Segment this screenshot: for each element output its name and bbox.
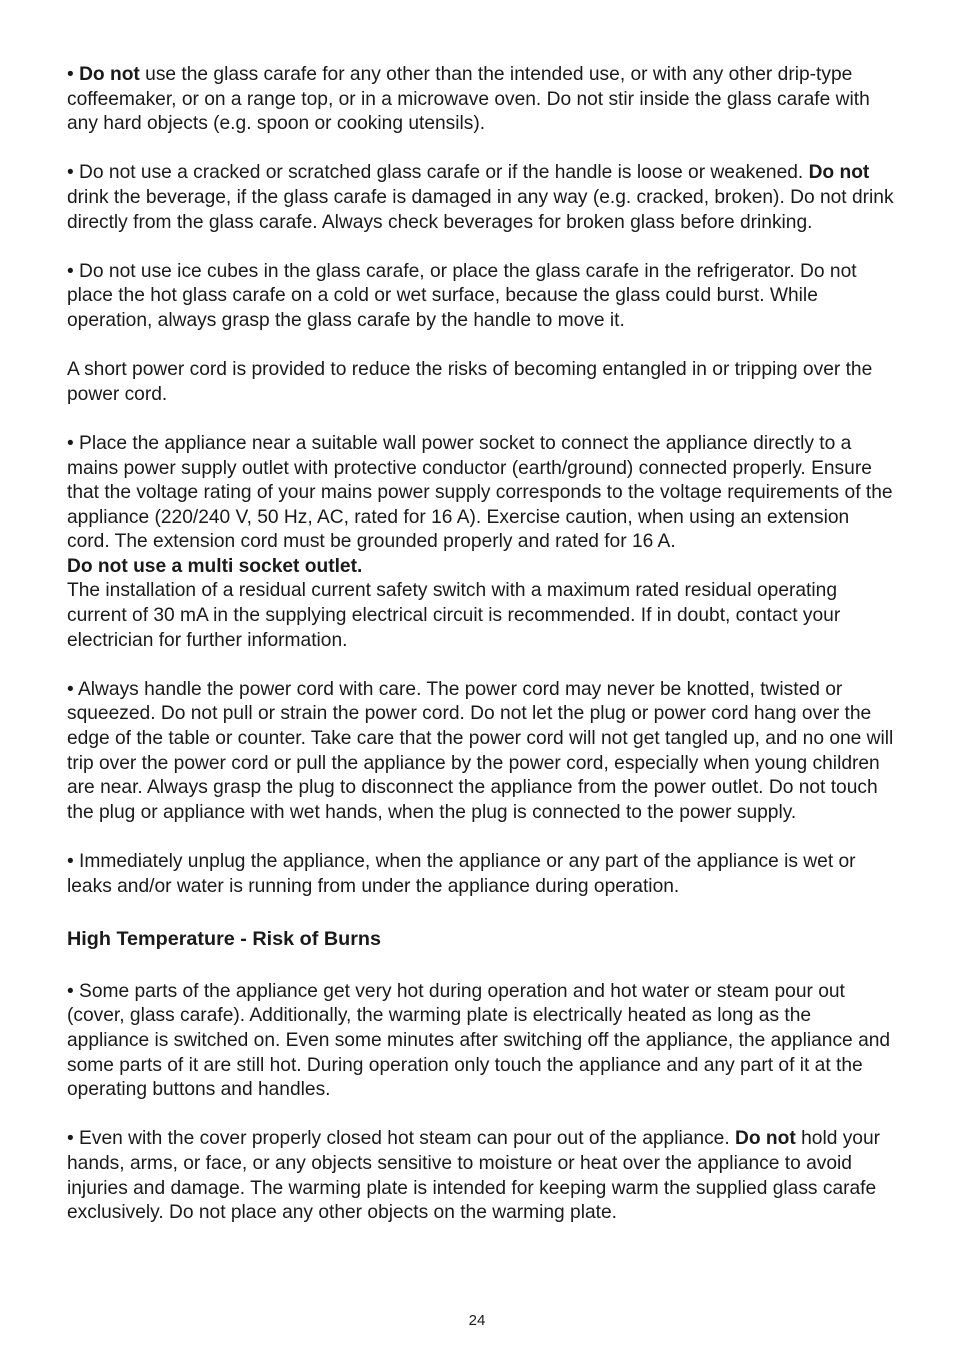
emphasis-do-not: Do not xyxy=(79,64,140,85)
paragraph-text: The installation of a residual current safety switch with a maximum rated residual operating current of 30 mA in the supplying electrical circuit is recommended. If in doubt, contact your electrician for further information. xyxy=(67,580,841,651)
emphasis-multi-socket: Do not use a multi socket outlet. xyxy=(67,555,363,577)
paragraph-hot-parts xyxy=(67,980,897,1103)
paragraph-short-cord xyxy=(67,358,897,407)
paragraph-cracked-carafe xyxy=(67,161,897,235)
paragraph-text: • Do not use a cracked or scratched glass carafe or if the handle is loose or weakened. xyxy=(67,162,809,184)
emphasis-do-not: Do not xyxy=(808,162,870,184)
paragraph-ice-cubes xyxy=(67,260,897,334)
section-heading: High Temperature - Risk of Burns xyxy=(67,928,381,951)
bullet: • xyxy=(67,64,80,85)
paragraph-text: • Some parts of the appliance get very hot during operation and hot water or steam pour out (cover, glass carafe). Additionally, the warming plate is electrically heated as long as the appliance is switched on. Even some minutes after switching off the appliance, the appliance and some parts of it are still hot. During operation only touch the appliance and any part of it at the operating buttons and handles. xyxy=(67,980,891,1101)
paragraph-unplug xyxy=(67,850,897,899)
emphasis-do-not: Do not xyxy=(735,1128,796,1150)
paragraph-text: A short power cord is provided to reduce the risks of becoming entangled in or tripping over the power cord. xyxy=(67,359,873,405)
paragraph-text: • Immediately unplug the appliance, when the appliance or any part of the appliance is wet or leaks and/or water is running from under the appliance during operation. xyxy=(67,851,856,897)
paragraph-hot-steam xyxy=(67,1127,897,1225)
paragraph-text: • Always handle the power cord with care. The power cord may never be knotted, twisted or squeezed. Do not pull or strain the power cord. Do not let the plug or power cord hang over the edge of the table or counter. Take care that the power cord will not get tangled up, and no one will trip over the power cord or pull the appliance by the power cord, especially when young children are near. Always grasp the plug to disconnect the appliance from the power outlet. Do not touch the plug or appliance with wet hands, when the plug is connected to the power supply. xyxy=(67,678,894,823)
paragraph-text: use the glass carafe for any other than the intended use, or with any other drip-type coffeemaker, or on a range top, or in a microwave oven. Do not stir inside the glass carafe with any hard objects (e.g. spoon or cooking utensils). xyxy=(67,64,870,135)
paragraph-carafe-use xyxy=(67,63,897,137)
page-content xyxy=(67,63,897,1226)
paragraph-text: • Do not use ice cubes in the glass carafe, or place the glass carafe in the refrigerator. Do not place the hot glass carafe on a cold or wet surface, because the glass could burst. While operation, always grasp the glass carafe by the handle to move it. xyxy=(67,260,857,331)
paragraph-text: hold your hands, arms, or face, or any objects sensitive to moisture or heat over the appliance to avoid injuries and damage. The warming plate is intended for keeping warm the supplied glass carafe exclusively. Do not place any other objects on the warming plate. xyxy=(67,1128,881,1224)
paragraph-power-socket xyxy=(67,432,897,653)
paragraph-power-cord-care xyxy=(67,678,897,826)
page-number: 24 xyxy=(468,1312,486,1329)
paragraph-text: drink the beverage, if the glass carafe is damaged in any way (e.g. cracked, broken). Do not drink directly from the glass carafe. Always check beverages for broken glass before drinking. xyxy=(67,186,894,233)
paragraph-text: • Place the appliance near a suitable wall power socket to connect the appliance directly to a mains power supply outlet with protective conductor (earth/ground) connected properly. Ensure that the voltage rating of your mains power supply corresponds to the voltage requirements of the appliance (220/240 V, 50 Hz, AC, rated for 16 A). Exercise caution, when using an extension cord. The extension cord must be grounded properly and rated for 16 A. xyxy=(67,432,893,553)
paragraph-text: • Even with the cover properly closed hot steam can pour out of the appliance. xyxy=(67,1128,736,1150)
